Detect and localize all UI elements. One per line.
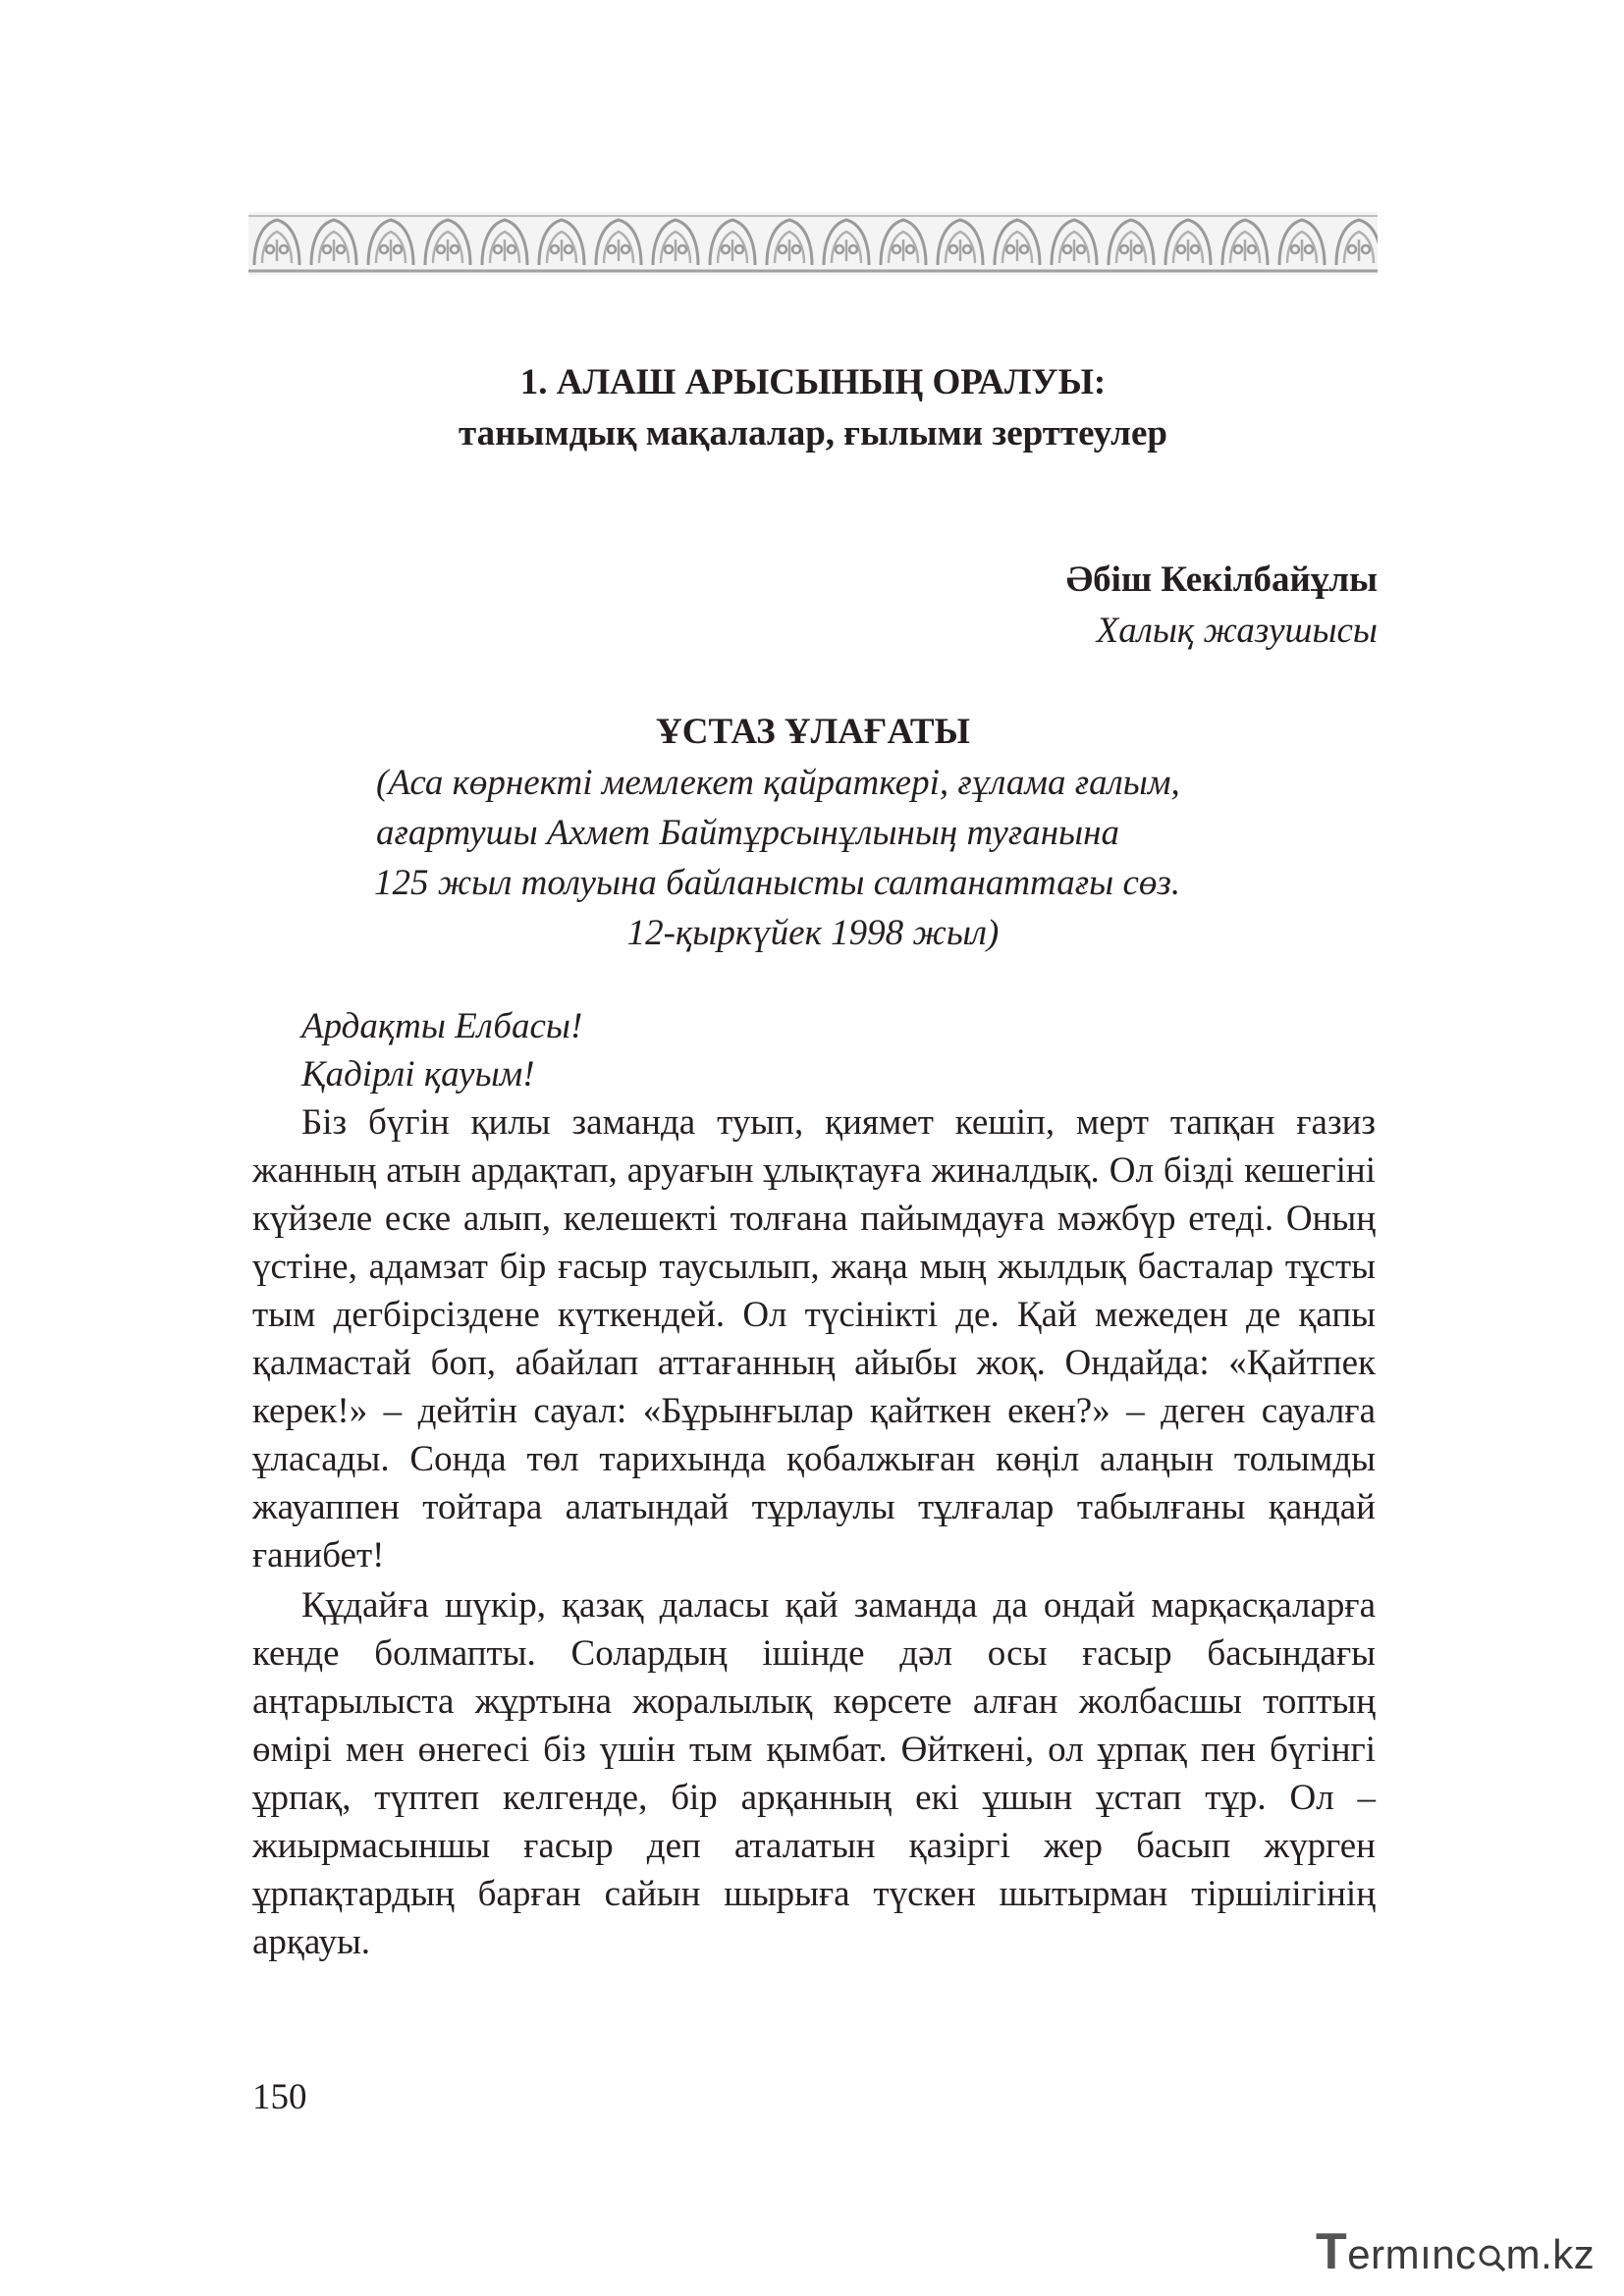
article-title: ҰСТАЗ ҰЛАҒАТЫ — [656, 712, 970, 752]
section-heading — [248, 357, 1378, 459]
subtitle-line: ағартушы Ахмет Байтұрсынұлының туғанына — [376, 813, 1119, 853]
article-body — [252, 1002, 1376, 1966]
body-paragraph: Құдайға шүкір, қазақ даласы қай заманда да ондай марқасқаларға кенде болмапты. Солардың ішінде дәл осы ғасыр басындағы аңтарылыста жұртына жоралылық көрсете алған жолбасшы топтың өмірі мен өнегесі біз үшін тым қымбат. Өйткені, ол ұрпақ пен бүгінгі ұрпақ, түптеп келгенде, бір арқанның екі ұшын ұстап тұр. Ол – жиырмасыншы ғасыр деп аталатын қазіргі жер басып жүрген ұрпақтардың барған сайын шырыға түскен шытырман тіршілігінің арқауы. — [252, 1585, 1376, 1962]
watermark-initial: T — [1316, 2223, 1348, 2280]
section-heading-line2: танымдық мақалалар, ғылыми зерттеулер — [459, 413, 1167, 454]
author-name: Әбіш Кекілбайұлы — [1065, 560, 1378, 600]
article-subtitle — [248, 758, 1378, 958]
magnifier-icon — [1477, 2243, 1506, 2272]
subtitle-line: 125 жыл толуына байланысты салтанаттағы сөз. — [374, 863, 1181, 903]
body-paragraph: Біз бүгін қилы заманда туып, қиямет кешіп, мерт тапқан ғазиз жанның атын ардақтап, аруағын ұлықтауға жиналдық. Ол бізді кешегіні күйзеле еске алып, келешекті толғана пайымдауға мәжбүр етеді. Оның үстіне, адамзат бір ғасыр таусылып, жаңа мың жылдық басталар тұсты тым дегбірсіздене күткендей. Ол түсінікті де. Қай межеден де қапы қалмастай боп, абайлап аттағанның айыбы жоқ. Ондайда: «Қайтпек керек!» – дейтін сауал: «Бұрынғылар қайткен екен?» – деген сауалға ұласады. Сонда төл тарихында қобалжыған көңіл алаңын толымды жауаппен тойтара алатындай тұрлаулы тұлғалар табылғаны қандай ғанибет! — [252, 1102, 1376, 1575]
watermark-text-b: m.kz — [1505, 2231, 1596, 2277]
watermark-text-a: ermınc — [1347, 2231, 1477, 2277]
section-heading-line1: 1. АЛАШ АРЫСЫНЫҢ ОРАЛУЫ: — [519, 362, 1107, 402]
watermark-logo — [1316, 2223, 1596, 2280]
subtitle-line: 12-қыркүйек 1998 жыл) — [626, 913, 1000, 953]
subtitle-line: (Аса көрнекті мемлекет қайраткері, ғұлама ғалым, — [376, 763, 1180, 803]
author-block — [1066, 555, 1378, 657]
greeting-line: Ардақты Елбасы! — [301, 1006, 583, 1046]
greeting-line: Қадірлі қауым! — [301, 1054, 535, 1095]
page-number: 150 — [252, 2077, 307, 2117]
author-role: Халық жазушысы — [1096, 611, 1378, 651]
ornament-border — [248, 212, 1378, 275]
